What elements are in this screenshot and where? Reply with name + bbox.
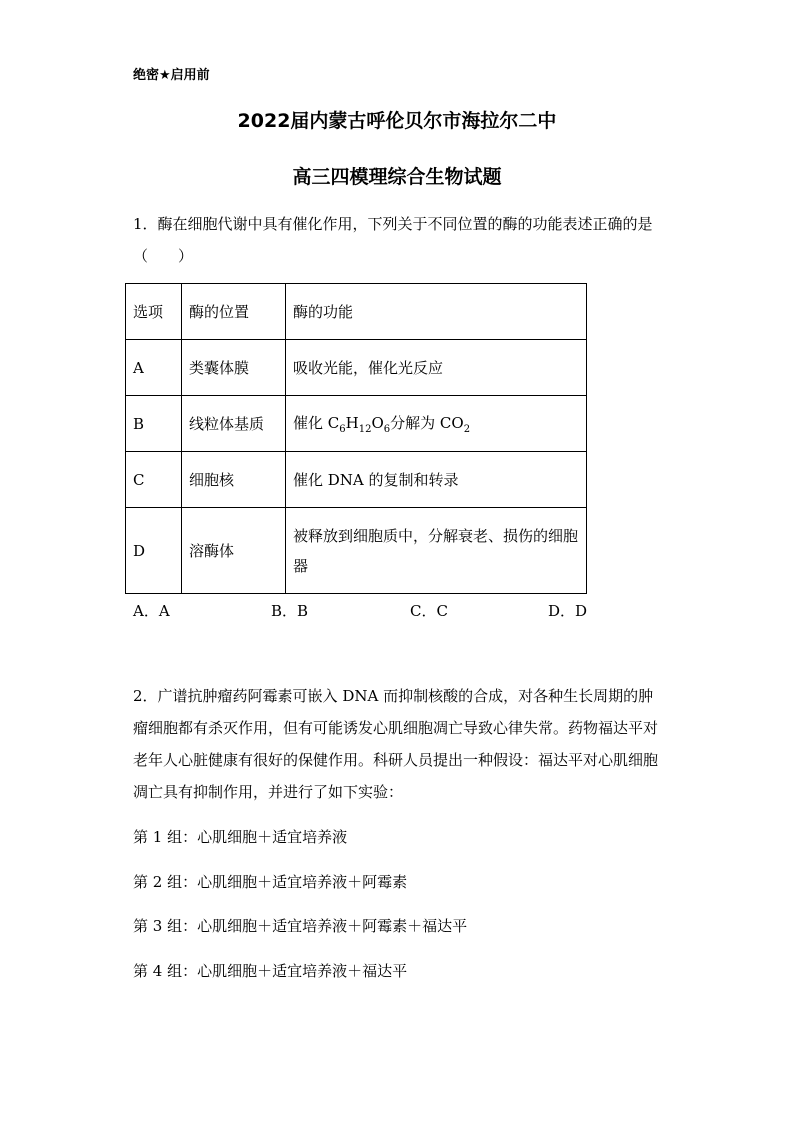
table-row (126, 452, 587, 508)
question-1-stem: 1．酶在细胞代谢中具有催化作用，下列关于不同位置的酶的功能表述正确的是（ ） (133, 215, 653, 265)
enzyme-table (125, 283, 587, 594)
answer-option-c: C．C (410, 602, 448, 620)
confidential-mark: 绝密★启用前 (133, 68, 210, 83)
subscript: 12 (358, 424, 372, 435)
experiment-group: 第 1 组：心肌细胞＋适宜培养液 (133, 828, 348, 846)
function-cell (286, 396, 587, 452)
option-cell: A (126, 340, 182, 396)
location-cell: 类囊体膜 (182, 340, 286, 396)
header-location: 酶的位置 (182, 284, 286, 340)
location-cell: 线粒体基质 (182, 396, 286, 452)
answer-option-b: B．B (271, 602, 309, 620)
answer-option-d: D．D (548, 602, 588, 620)
option-cell: D (126, 508, 182, 594)
formula-text: 分解为 CO (390, 414, 464, 432)
experiment-group: 第 4 组：心肌细胞＋适宜培养液＋福达平 (133, 962, 408, 980)
exam-title-line2: 高三四模理综合生物试题 (292, 166, 502, 188)
subscript: 6 (383, 424, 391, 435)
option-cell: B (126, 396, 182, 452)
header-function: 酶的功能 (286, 284, 587, 340)
function-cell: 被释放到细胞质中，分解衰老、损伤的细胞器 (286, 508, 587, 594)
table-header-row (126, 284, 587, 340)
table-row (126, 396, 587, 452)
location-cell: 细胞核 (182, 452, 286, 508)
exam-title-line1: 2022届内蒙古呼伦贝尔市海拉尔二中 (237, 110, 557, 132)
question-2-stem: 2．广谱抗肿瘤药阿霉素可嵌入 DNA 而抑制核酸的合成，对各种生长周期的肿瘤细胞都有杀灭作用，但有可能诱发心肌细胞凋亡导致心律失常。药物福达平对老年人心脏健康有很好的保健作用。科研人员提出一种假设：福达平对心肌细胞凋亡具有抑制作用，并进行了如下实验： (133, 687, 659, 801)
formula-text: 催化 C (293, 414, 340, 432)
option-cell: C (126, 452, 182, 508)
subscript: 2 (463, 424, 471, 435)
function-cell: 吸收光能，催化光反应 (286, 340, 587, 396)
experiment-group: 第 3 组：心肌细胞＋适宜培养液＋阿霉素＋福达平 (133, 917, 468, 935)
answer-option-a: A．A (133, 602, 170, 620)
experiment-group: 第 2 组：心肌细胞＋适宜培养液＋阿霉素 (133, 873, 408, 891)
table-row (126, 508, 587, 594)
function-cell: 催化 DNA 的复制和转录 (286, 452, 587, 508)
location-cell: 溶酶体 (182, 508, 286, 594)
formula-text: O (371, 414, 384, 432)
header-option: 选项 (126, 284, 182, 340)
subscript: 6 (339, 424, 346, 435)
table-row (126, 340, 587, 396)
formula-text: H (345, 414, 359, 432)
